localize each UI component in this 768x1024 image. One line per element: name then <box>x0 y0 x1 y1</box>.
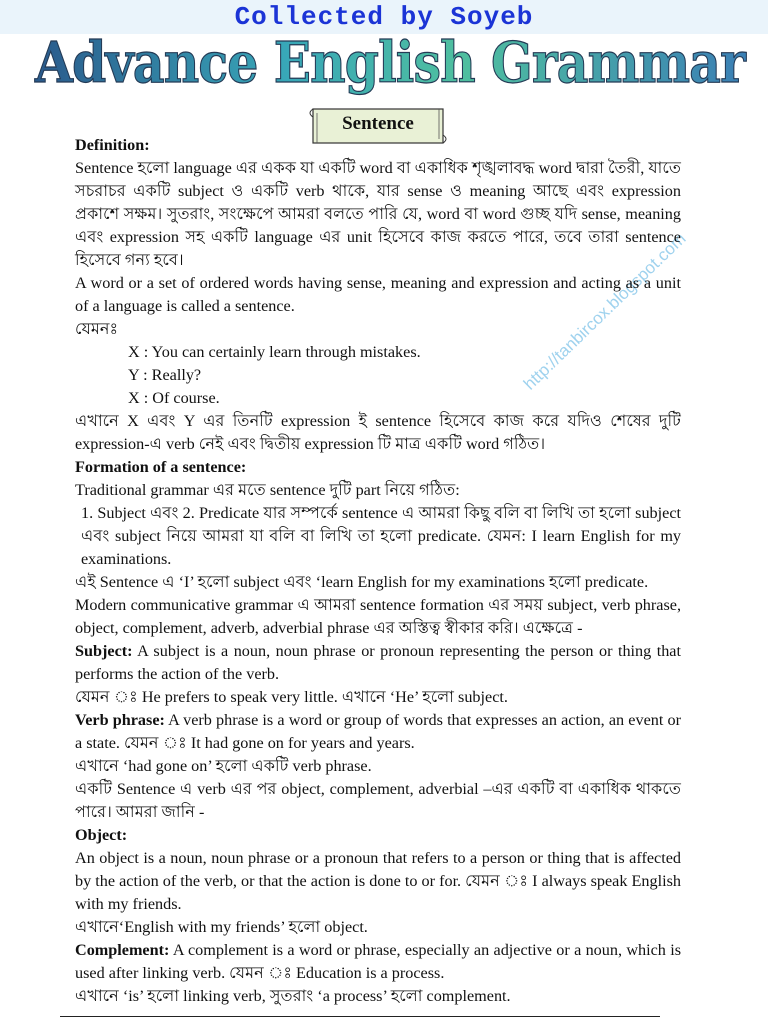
verb-phrase-definition: Verb phrase: A verb phrase is a word or group of words that expresses an action, an event or a state. যেমন ঃ It had gone on for years and years. <box>75 711 681 752</box>
subject-definition: Subject: A subject is a noun, noun phrase or pronoun representing the person or thing that performs the action of the verb. <box>75 642 681 683</box>
paragraph: Traditional grammar এর মতে sentence দুটি part নিয়ে গঠিত: <box>75 481 460 499</box>
paragraph: Sentence হলো language এর একক যা একটি word বা একাধিক শৃঙ্খলাবদ্ধ word দ্বারা তৈরী, যাতে সচরাচর একটি subject ও একটি verb থাকে, যার sense ও meaning আছে এবং expression প্রকাশে সক্ষম। সুতরাং, সংক্ষেপে আমরা বলতে পারি যে, word বা word গুচ্ছ যদি sense, meaning এবং expression সহ একটি language এর unit হিসেবে কাজ করতে পারে, তবে তারা sentence হিসেবে গন্য হবে। <box>75 159 681 269</box>
heading-object: Object: <box>75 826 128 844</box>
paragraph: এই Sentence এ ‘I’ হলো subject এবং ‘learn English for my examinations হলো predicate. <box>75 573 649 591</box>
paragraph: একটি Sentence এ verb এর পর object, complement, adverbial –এর একটি বা একাধিক থাকতে পারে। আমরা জানি - <box>75 780 681 821</box>
paragraph: An object is a noun, noun phrase or a pronoun that refers to a person or thing that is affected by the action of the verb, or that the action is done to or for. যেমন ঃ I always speak English with my friends. <box>75 849 681 913</box>
svg-text:Advance English Grammar: Advance English Grammar <box>34 30 748 96</box>
paragraph: A word or a set of ordered words having sense, meaning and expression and acting as a unit of a language is called a sentence. <box>75 274 681 315</box>
paragraph: এখানে ‘is’ হলো linking verb, সুতরাং ‘a process’ হলো complement. <box>75 987 511 1005</box>
footer-rule <box>60 1016 660 1017</box>
section-label: Sentence <box>342 113 414 134</box>
heading-definition: Definition: <box>75 136 150 154</box>
paragraph: এখানে X এবং Y এর তিনটি expression ই sentence হিসেবে কাজ করে যদিও শেষের দুটি expression-এ verb নেই এবং দ্বিতীয় expression টি মাত্র একটি word গঠিত। <box>75 412 681 453</box>
example-line: X : Of course. <box>128 389 220 407</box>
complement-definition: Complement: A complement is a word or phrase, especially an adjective or a noun, which is used after linking verb. যেমন ঃ Education is a process. <box>75 941 681 982</box>
example-intro: যেমনঃ <box>75 320 119 338</box>
paragraph: যেমন ঃ He prefers to speak very little. এখানে ‘He’ হলো subject. <box>75 688 508 706</box>
collected-by-text: Collected by Soyeb <box>234 2 534 32</box>
paragraph: এখানে‘English with my friends’ হলো object. <box>75 918 368 936</box>
example-line: X : You can certainly learn through mistakes. <box>128 343 421 361</box>
heading-formation: Formation of a sentence: <box>75 458 247 476</box>
document-body <box>75 134 681 1008</box>
paragraph: 1. Subject এবং 2. Predicate যার সম্পর্কে sentence এ আমরা কিছু বলি বা লিখি তা হলো subject এবং subject নিয়ে আমরা যা বলি বা লিখি তা হলো predicate. যেমন: I learn English for my examinations. <box>81 504 681 568</box>
paragraph: Modern communicative grammar এ আমরা sentence formation এর সময় subject, verb phrase, object, complement, adverb, adverbial phrase এর অস্তিত্ব স্বীকার করি। এক্ষেত্রে - <box>75 596 681 637</box>
banner-title <box>30 28 750 100</box>
example-line: Y : Really? <box>128 366 202 384</box>
paragraph: এখানে ‘had gone on’ হলো একটি verb phrase. <box>75 757 372 775</box>
blog-watermark: http://tanbircox.blogspot.com <box>520 229 690 394</box>
